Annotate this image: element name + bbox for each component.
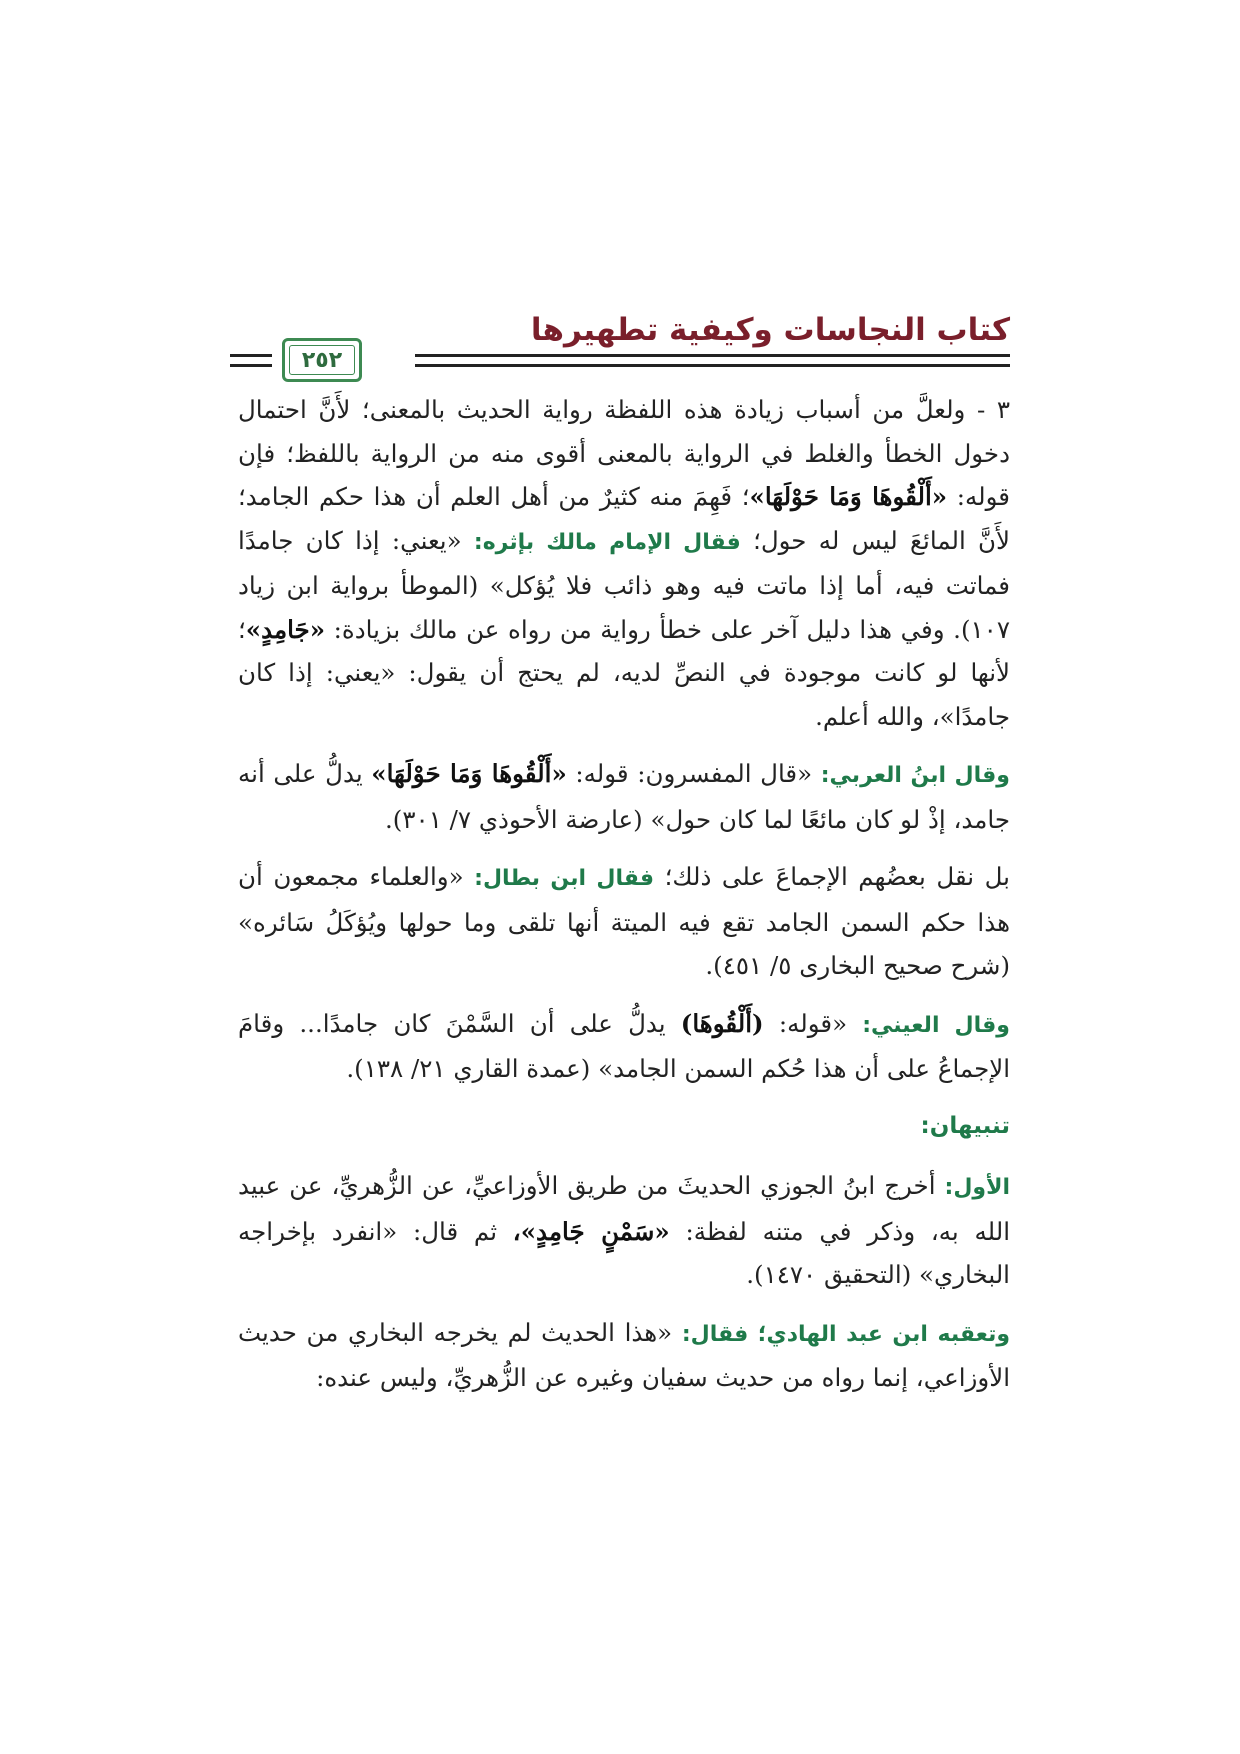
paragraph	[238, 855, 1010, 988]
hadith-quote: «أَلْقُوهَا وَمَا حَوْلَهَا»	[371, 759, 567, 788]
text-run: «قال المفسرون: قوله:	[575, 759, 813, 788]
text-run: ٣ - ولعلَّ من أسباب زيادة هذه اللفظة رواية الحديث بالمعنى؛ لأَنَّ احتمال دخول الخطأ والغلط في الرواية بالمعنى أقوى منه من الرواية باللفظ؛ فإن قوله:	[238, 395, 1010, 511]
page-header	[230, 312, 1010, 384]
text-run: «هذا الحديث لم يخرجه البخاري من حديث الأوزاعي، إنما رواه من حديث سفيان وغيره عن الزُّهريِّ، وليس عنده:	[238, 1317, 1010, 1392]
text-run: «يعني: إذا كان جامدًا فماتت فيه، أما إذا ماتت فيه وهو ذائب فلا يُؤكل» (الموطأ برواية ابن زياد ١٠٧). وفي هذا دليل آخر على خطأ رواية من رواه عن مالك بزيادة:	[238, 525, 1010, 644]
page-number: ٢٥٢	[301, 347, 343, 373]
text-run: بل نقل بعضُهم الإجماعَ على ذلك؛	[664, 862, 1010, 891]
text-run: «قوله:	[778, 1008, 848, 1038]
paragraph	[238, 1311, 1010, 1400]
section-heading: تنبيهان:	[920, 1112, 1010, 1139]
page-number-badge	[282, 338, 362, 382]
header-rule	[415, 364, 1010, 367]
header-rule	[415, 354, 1010, 357]
hadith-quote: «أَلْقُوهَا وَمَا حَوْلَهَا»	[749, 482, 948, 511]
text-run: أخرج ابنُ الجوزي الحديثَ من طريق الأوزاعيِّ، عن الزُّهريِّ، عن عبيد الله به، وذكر في متنه لفظة:	[238, 1171, 1011, 1246]
text-run: ؛ لأنها لو كانت موجودة في النصِّ لديه، لم يحتج أن يقول: «يعني: إذا كان جامدًا»، والله أعلم.	[238, 614, 1010, 731]
header-rule	[230, 364, 272, 367]
book-title: كتاب النجاسات وكيفية تطهيرها	[530, 312, 1010, 348]
hadith-quote: «جَامِدٍ»	[245, 614, 326, 644]
text-run: ؛ فَهِمَ منه كثيرٌ من أهل العلم أن هذا حكم الجامد؛ لأَنَّ المائعَ ليس له حول؛	[238, 482, 1011, 555]
speaker-label: الأول:	[944, 1175, 1010, 1200]
text-run: يدلُّ على أن السَّمْنَ كان جامدًا... وقامَ الإجماعُ على أن هذا حُكم السمن الجامد» (عمدة القاري ٢١/ ١٣٨).	[238, 1008, 1010, 1083]
text-run: «والعلماء مجمعون أن هذا حكم السمن الجامد تقع فيه الميتة أنها تلقى وما حولها ويُؤكَلُ سَائره» (شرح صحيح البخارى ٥/ ٤٥١).	[238, 862, 1010, 980]
paragraph	[238, 388, 1010, 738]
speaker-label: وقال العيني:	[862, 1012, 1010, 1038]
paragraph	[238, 1164, 1010, 1297]
speaker-label: وقال ابنُ العربي:	[820, 763, 1010, 788]
speaker-label: فقال ابن بطال:	[474, 866, 655, 891]
page-body	[238, 388, 1010, 1414]
paragraph	[238, 1002, 1010, 1091]
speaker-label: فقال الإمام مالك بإثره:	[473, 529, 741, 555]
hadith-quote: «سَمْنٍ جَامِدٍ»،	[512, 1216, 670, 1246]
header-rule	[230, 354, 272, 357]
text-run: يدلُّ على أنه جامد، إذْ لو كان مائعًا لما كان حول» (عارضة الأحوذي ٧/ ٣٠١).	[238, 759, 1010, 834]
hadith-quote: (أَلْقُوهَا)	[680, 1008, 764, 1038]
speaker-label: وتعقبه ابن عبد الهادي؛ فقال:	[681, 1321, 1011, 1347]
paragraph	[238, 752, 1010, 841]
text-run: ثم قال: «انفرد بإخراجه البخاري» (التحقيق ١٤٧٠).	[238, 1216, 1010, 1289]
